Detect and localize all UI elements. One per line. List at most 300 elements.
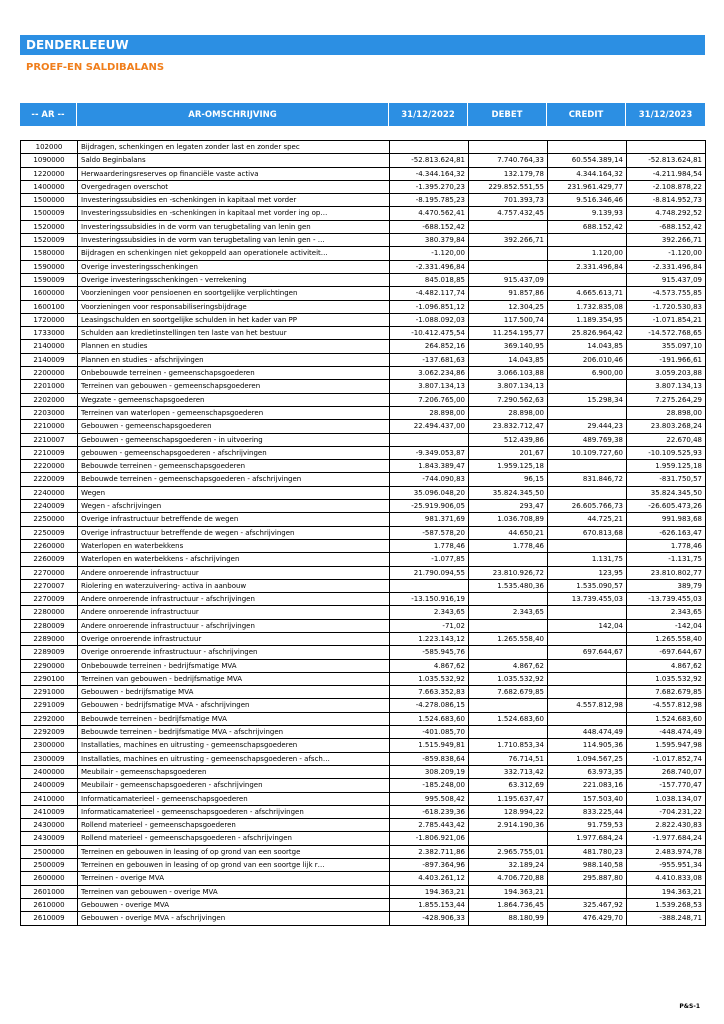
account-code: 2300009 bbox=[21, 753, 78, 766]
account-description: gebouwen - gemeenschapsgoederen - afschrijvingen bbox=[78, 447, 390, 460]
balance-2022: -25.919.906,05 bbox=[390, 500, 469, 513]
debet-value: 1.864.736,45 bbox=[469, 899, 548, 912]
credit-value: 6.900,00 bbox=[548, 367, 627, 380]
balance-2023: -4.211.984,54 bbox=[627, 168, 706, 181]
credit-value bbox=[548, 886, 627, 899]
debet-value: 1.265.558,40 bbox=[469, 633, 548, 646]
debet-value: 1.036.708,89 bbox=[469, 513, 548, 526]
debet-value: 35.824.345,50 bbox=[469, 487, 548, 500]
balance-2023: -10.109.525,93 bbox=[627, 447, 706, 460]
balance-2023: -4.573.755,85 bbox=[627, 287, 706, 300]
balance-2023: 1.524.683,60 bbox=[627, 713, 706, 726]
credit-value bbox=[548, 686, 627, 699]
account-code: 2400000 bbox=[21, 766, 78, 779]
account-code: 1733000 bbox=[21, 327, 78, 340]
debet-value: 28.898,00 bbox=[469, 407, 548, 420]
balance-2022: -1.395.270,23 bbox=[390, 181, 469, 194]
balance-2022: 1.778,46 bbox=[390, 540, 469, 553]
account-code: 1520000 bbox=[21, 221, 78, 234]
debet-value bbox=[469, 832, 548, 845]
balance-2022: -4.278.086,15 bbox=[390, 699, 469, 712]
credit-value: 833.225,44 bbox=[548, 806, 627, 819]
debet-value: 63.312,69 bbox=[469, 779, 548, 792]
balance-2023: -8.814.952,73 bbox=[627, 194, 706, 207]
debet-value: 2.914.190,36 bbox=[469, 819, 548, 832]
balance-2023: 2.483.974,78 bbox=[627, 846, 706, 859]
table-row bbox=[21, 739, 706, 752]
credit-value: 1.189.354,95 bbox=[548, 314, 627, 327]
balance-2022: -1.806.921,06 bbox=[390, 832, 469, 845]
debet-value bbox=[469, 221, 548, 234]
balance-2022: -13.150.916,19 bbox=[390, 593, 469, 606]
balance-2022: 7.206.765,00 bbox=[390, 394, 469, 407]
balance-2023: -688.152,42 bbox=[627, 221, 706, 234]
balance-2022: 1.515.949,81 bbox=[390, 739, 469, 752]
balance-2022: 380.379,84 bbox=[390, 234, 469, 247]
balance-2023: 2.822.430,83 bbox=[627, 819, 706, 832]
balance-2023: 1.539.268,53 bbox=[627, 899, 706, 912]
account-code: 1580000 bbox=[21, 247, 78, 260]
balance-2023: -697.644,67 bbox=[627, 646, 706, 659]
table-row bbox=[21, 779, 706, 792]
table-row bbox=[21, 686, 706, 699]
account-description: Bebouwde terreinen - gemeenschapsgoederen bbox=[78, 460, 390, 473]
credit-value: 231.961.429,77 bbox=[548, 181, 627, 194]
table-row bbox=[21, 899, 706, 912]
account-code: 2270009 bbox=[21, 593, 78, 606]
table-row bbox=[21, 327, 706, 340]
balance-2022: -4.344.164,32 bbox=[390, 168, 469, 181]
balance-2023: 389,79 bbox=[627, 580, 706, 593]
debet-value: 132.179,78 bbox=[469, 168, 548, 181]
debet-value: 369.140,95 bbox=[469, 340, 548, 353]
account-description: Installaties, machines en uitrusting - gemeenschapsgoederen - afsch… bbox=[78, 753, 390, 766]
balance-2022: 21.790.094,55 bbox=[390, 567, 469, 580]
account-description: Herwaarderingsreserves op financiële vaste activa bbox=[78, 168, 390, 181]
account-description: Waterlopen en waterbekkens bbox=[78, 540, 390, 553]
credit-value bbox=[548, 633, 627, 646]
balance-2022 bbox=[390, 580, 469, 593]
account-description: Gebouwen - bedrijfsmatige MVA bbox=[78, 686, 390, 699]
account-description: Terreinen van gebouwen - bedrijfsmatige MVA bbox=[78, 673, 390, 686]
credit-value: 670.813,68 bbox=[548, 527, 627, 540]
credit-value bbox=[548, 660, 627, 673]
report-title: DENDERLEEUW bbox=[20, 35, 705, 55]
table-row bbox=[21, 567, 706, 580]
balance-2023: -955.951,34 bbox=[627, 859, 706, 872]
col-header-description: AR-OMSCHRIJVING bbox=[77, 103, 389, 126]
debet-value bbox=[469, 141, 548, 154]
account-code: 2200000 bbox=[21, 367, 78, 380]
debet-value: 128.994,22 bbox=[469, 806, 548, 819]
table-row bbox=[21, 487, 706, 500]
balance-2022: -185.248,00 bbox=[390, 779, 469, 792]
credit-value: 1.977.684,24 bbox=[548, 832, 627, 845]
debet-value: 7.682.679,85 bbox=[469, 686, 548, 699]
debet-value: 14.043,85 bbox=[469, 354, 548, 367]
debet-value bbox=[469, 726, 548, 739]
table-row bbox=[21, 181, 706, 194]
account-code: 2289009 bbox=[21, 646, 78, 659]
balance-2023: 1.778,46 bbox=[627, 540, 706, 553]
balance-2023: -626.163,47 bbox=[627, 527, 706, 540]
account-code: 2260000 bbox=[21, 540, 78, 553]
account-description: Informaticamaterieel - gemeenschapsgoederen - afschrijvingen bbox=[78, 806, 390, 819]
table-row bbox=[21, 527, 706, 540]
debet-value: 7.740.764,33 bbox=[469, 154, 548, 167]
balance-2022: -1.088.092,03 bbox=[390, 314, 469, 327]
table-row bbox=[21, 606, 706, 619]
table-row bbox=[21, 314, 706, 327]
account-description: Riolering en waterzuivering- activa in aanbouw bbox=[78, 580, 390, 593]
credit-value bbox=[548, 606, 627, 619]
credit-value: 295.887,80 bbox=[548, 872, 627, 885]
balance-2022: 28.898,00 bbox=[390, 407, 469, 420]
balance-2022: -428.906,33 bbox=[390, 912, 469, 925]
table-row bbox=[21, 261, 706, 274]
debet-value: 3.066.103,88 bbox=[469, 367, 548, 380]
debet-value: 11.254.195,77 bbox=[469, 327, 548, 340]
account-code: 1500000 bbox=[21, 194, 78, 207]
table-row bbox=[21, 726, 706, 739]
account-code: 2430009 bbox=[21, 832, 78, 845]
balance-2023: -157.770,47 bbox=[627, 779, 706, 792]
account-code: 2250000 bbox=[21, 513, 78, 526]
account-description: Gebouwen - gemeenschapsgoederen - in uitvoering bbox=[78, 434, 390, 447]
balance-2023: 1.038.134,07 bbox=[627, 793, 706, 806]
account-description: Terreinen en gebouwen in leasing of op grond van een soortge bbox=[78, 846, 390, 859]
report-subtitle: PROEF-EN SALDIBALANS bbox=[26, 62, 165, 73]
account-code: 2240000 bbox=[21, 487, 78, 500]
balance-2023: 2.343,65 bbox=[627, 606, 706, 619]
debet-value: 293,47 bbox=[469, 500, 548, 513]
account-code: 2410000 bbox=[21, 793, 78, 806]
account-code: 2202000 bbox=[21, 394, 78, 407]
balance-2022: 194.363,21 bbox=[390, 886, 469, 899]
account-description: Wegzate - gemeenschapsgoederen bbox=[78, 394, 390, 407]
balance-2022: 1.855.153,44 bbox=[390, 899, 469, 912]
col-header-2023: 31/12/2023 bbox=[626, 103, 705, 126]
account-description: Overige onroerende infrastructuur - afschrijvingen bbox=[78, 646, 390, 659]
credit-value bbox=[548, 234, 627, 247]
col-header-credit: CREDIT bbox=[547, 103, 626, 126]
account-code: 2610000 bbox=[21, 899, 78, 912]
balance-2023: 35.824.345,50 bbox=[627, 487, 706, 500]
account-description: Wegen - afschrijvingen bbox=[78, 500, 390, 513]
account-code: 2260009 bbox=[21, 553, 78, 566]
debet-value: 1.778,46 bbox=[469, 540, 548, 553]
account-description: Andere onroerende infrastructuur - afschrijvingen bbox=[78, 620, 390, 633]
account-code: 2280000 bbox=[21, 606, 78, 619]
table-row bbox=[21, 194, 706, 207]
table-row bbox=[21, 699, 706, 712]
account-code: 2220000 bbox=[21, 460, 78, 473]
balance-2022: 1.843.389,47 bbox=[390, 460, 469, 473]
account-description: Rollend materieel - gemeenschapsgoederen bbox=[78, 819, 390, 832]
table-row bbox=[21, 912, 706, 925]
account-code: 2210009 bbox=[21, 447, 78, 460]
table-row bbox=[21, 713, 706, 726]
credit-value bbox=[548, 673, 627, 686]
table-row bbox=[21, 287, 706, 300]
account-description: Wegen bbox=[78, 487, 390, 500]
debet-value: 392.266,71 bbox=[469, 234, 548, 247]
balance-2023: -4.557.812,98 bbox=[627, 699, 706, 712]
balance-2023: -14.572.768,65 bbox=[627, 327, 706, 340]
table-row bbox=[21, 234, 706, 247]
account-code: 2290100 bbox=[21, 673, 78, 686]
balance-2023: 1.035.532,92 bbox=[627, 673, 706, 686]
account-code: 2290000 bbox=[21, 660, 78, 673]
balance-2023: 4.748.292,52 bbox=[627, 207, 706, 220]
account-description: Bijdragen, schenkingen en legaten zonder last en zonder spec bbox=[78, 141, 390, 154]
balance-2022: -8.195.785,23 bbox=[390, 194, 469, 207]
balance-2022: -10.412.475,54 bbox=[390, 327, 469, 340]
credit-value: 481.780,23 bbox=[548, 846, 627, 859]
table-row bbox=[21, 447, 706, 460]
account-description: Terreinen van gebouwen - gemeenschapsgoederen bbox=[78, 380, 390, 393]
balance-2022: 4.470.562,41 bbox=[390, 207, 469, 220]
debet-value: 4.867,62 bbox=[469, 660, 548, 673]
account-description: Gebouwen - overige MVA bbox=[78, 899, 390, 912]
balance-2023: -2.331.496,84 bbox=[627, 261, 706, 274]
balance-2023: 28.898,00 bbox=[627, 407, 706, 420]
debet-value: 32.189,24 bbox=[469, 859, 548, 872]
credit-value: 63.973,35 bbox=[548, 766, 627, 779]
balance-2022: -137.681,63 bbox=[390, 354, 469, 367]
credit-value: 91.759,53 bbox=[548, 819, 627, 832]
balance-2022: 2.343,65 bbox=[390, 606, 469, 619]
table-row bbox=[21, 473, 706, 486]
account-description: Schulden aan kredietinstellingen ten laste van het bestuur bbox=[78, 327, 390, 340]
credit-value: 325.467,92 bbox=[548, 899, 627, 912]
credit-value: 123,95 bbox=[548, 567, 627, 580]
credit-value: 2.331.496,84 bbox=[548, 261, 627, 274]
account-code: 1590009 bbox=[21, 274, 78, 287]
account-code: 1090000 bbox=[21, 154, 78, 167]
balance-2023 bbox=[627, 141, 706, 154]
balance-2023: -831.750,57 bbox=[627, 473, 706, 486]
table-row bbox=[21, 274, 706, 287]
account-description: Plannen en studies - afschrijvingen bbox=[78, 354, 390, 367]
balance-2022: -52.813.624,81 bbox=[390, 154, 469, 167]
account-description: Leasingschulden en soortgelijke schulden in het kader van PP bbox=[78, 314, 390, 327]
account-description: Overgedragen overschot bbox=[78, 181, 390, 194]
col-header-debet: DEBET bbox=[468, 103, 547, 126]
table-row bbox=[21, 540, 706, 553]
balance-2022: -587.578,20 bbox=[390, 527, 469, 540]
page-label: P&S-1 bbox=[679, 1003, 700, 1010]
balance-2023: 7.275.264,29 bbox=[627, 394, 706, 407]
account-code: 2600000 bbox=[21, 872, 78, 885]
account-description: Meubilair - gemeenschapsgoederen - afschrijvingen bbox=[78, 779, 390, 792]
balance-2023: -2.108.878,22 bbox=[627, 181, 706, 194]
account-description: Onbebouwde terreinen - gemeenschapsgoederen bbox=[78, 367, 390, 380]
table-row bbox=[21, 380, 706, 393]
account-code: 2601000 bbox=[21, 886, 78, 899]
table-row bbox=[21, 154, 706, 167]
credit-value: 476.429,70 bbox=[548, 912, 627, 925]
debet-value: 229.852.551,55 bbox=[469, 181, 548, 194]
credit-value: 9.516.346,46 bbox=[548, 194, 627, 207]
balance-2022: -71,02 bbox=[390, 620, 469, 633]
balance-2023: -26.605.473,26 bbox=[627, 500, 706, 513]
debet-value: 3.807.134,13 bbox=[469, 380, 548, 393]
debet-value bbox=[469, 553, 548, 566]
credit-value: 114.905,36 bbox=[548, 739, 627, 752]
balance-2023: -52.813.624,81 bbox=[627, 154, 706, 167]
account-description: Installaties, machines en uitrusting - gemeenschapsgoederen bbox=[78, 739, 390, 752]
credit-value bbox=[548, 141, 627, 154]
balance-2023: 355.097,10 bbox=[627, 340, 706, 353]
credit-value: 1.120,00 bbox=[548, 247, 627, 260]
account-code: 2430000 bbox=[21, 819, 78, 832]
table-header bbox=[20, 103, 705, 126]
account-description: Overige infrastructuur betreffende de wegen bbox=[78, 513, 390, 526]
balance-2022: -859.838,64 bbox=[390, 753, 469, 766]
account-description: Onbebouwde terreinen - bedrijfsmatige MVA bbox=[78, 660, 390, 673]
credit-value bbox=[548, 540, 627, 553]
credit-value: 13.739.455,03 bbox=[548, 593, 627, 606]
debet-value: 1.959.125,18 bbox=[469, 460, 548, 473]
account-description: Andere onroerende infrastructuur bbox=[78, 567, 390, 580]
credit-value: 29.444,23 bbox=[548, 420, 627, 433]
col-header-2022: 31/12/2022 bbox=[389, 103, 468, 126]
debet-value: 332.713,42 bbox=[469, 766, 548, 779]
account-description: Gebouwen - bedrijfsmatige MVA - afschrijvingen bbox=[78, 699, 390, 712]
account-description: Terreinen - overige MVA bbox=[78, 872, 390, 885]
credit-value: 9.139,93 bbox=[548, 207, 627, 220]
balance-2022: 308.209,19 bbox=[390, 766, 469, 779]
account-description: Overige infrastructuur betreffende de wegen - afschrijvingen bbox=[78, 527, 390, 540]
balance-2022: -585.945,76 bbox=[390, 646, 469, 659]
debet-value: 4.757.432,45 bbox=[469, 207, 548, 220]
credit-value: 44.725,21 bbox=[548, 513, 627, 526]
account-description: Voorzieningen voor pensioenen en soortgelijke verplichtingen bbox=[78, 287, 390, 300]
account-description: Bebouwde terreinen - bedrijfsmatige MVA bbox=[78, 713, 390, 726]
balance-2023: -142,04 bbox=[627, 620, 706, 633]
credit-value: 988.140,58 bbox=[548, 859, 627, 872]
table-row bbox=[21, 633, 706, 646]
table-row bbox=[21, 207, 706, 220]
account-code: 2270000 bbox=[21, 567, 78, 580]
table-row bbox=[21, 553, 706, 566]
balance-2022: 3.062.234,86 bbox=[390, 367, 469, 380]
balance-2023: 1.959.125,18 bbox=[627, 460, 706, 473]
credit-value: 14.043,85 bbox=[548, 340, 627, 353]
table-row bbox=[21, 832, 706, 845]
account-code: 2210007 bbox=[21, 434, 78, 447]
balance-2022: 4.867,62 bbox=[390, 660, 469, 673]
account-code: 2140009 bbox=[21, 354, 78, 367]
account-code: 2291000 bbox=[21, 686, 78, 699]
balance-2023: 268.740,07 bbox=[627, 766, 706, 779]
account-code: 1500009 bbox=[21, 207, 78, 220]
balance-2023: 1.595.947,98 bbox=[627, 739, 706, 752]
credit-value: 4.344.164,32 bbox=[548, 168, 627, 181]
account-code: 2280009 bbox=[21, 620, 78, 633]
account-description: Investeringssubsidies in de vorm van terugbetaling van lenin gen bbox=[78, 221, 390, 234]
table-row bbox=[21, 793, 706, 806]
account-description: Plannen en studies bbox=[78, 340, 390, 353]
account-description: Bebouwde terreinen - bedrijfsmatige MVA - afschrijvingen bbox=[78, 726, 390, 739]
table-row bbox=[21, 141, 706, 154]
table-row bbox=[21, 460, 706, 473]
credit-value: 688.152,42 bbox=[548, 221, 627, 234]
account-description: Overige investeringsschenkingen - verrekening bbox=[78, 274, 390, 287]
balance-2022 bbox=[390, 434, 469, 447]
account-code: 2289000 bbox=[21, 633, 78, 646]
debet-value: 1.710.853,34 bbox=[469, 739, 548, 752]
debet-value: 96,15 bbox=[469, 473, 548, 486]
credit-value bbox=[548, 487, 627, 500]
balance-2023: 23.803.268,24 bbox=[627, 420, 706, 433]
balance-2022: -4.482.117,74 bbox=[390, 287, 469, 300]
debet-value: 1.195.637,47 bbox=[469, 793, 548, 806]
account-code: 2250009 bbox=[21, 527, 78, 540]
table-row bbox=[21, 753, 706, 766]
balance-2022: -9.349.053,87 bbox=[390, 447, 469, 460]
balance-2022: -1.077,85 bbox=[390, 553, 469, 566]
balance-2022: 4.403.261,12 bbox=[390, 872, 469, 885]
balance-2023: -1.071.854,21 bbox=[627, 314, 706, 327]
account-code: 1220000 bbox=[21, 168, 78, 181]
debet-value bbox=[469, 646, 548, 659]
balance-2022: 981.371,69 bbox=[390, 513, 469, 526]
account-description: Rollend materieel - gemeenschapsgoederen - afschrijvingen bbox=[78, 832, 390, 845]
account-code: 2270007 bbox=[21, 580, 78, 593]
table-row bbox=[21, 354, 706, 367]
balance-2023: 22.670,48 bbox=[627, 434, 706, 447]
account-description: Informaticamaterieel - gemeenschapsgoederen bbox=[78, 793, 390, 806]
balance-2023: -1.017.852,74 bbox=[627, 753, 706, 766]
account-description: Gebouwen - gemeenschapsgoederen bbox=[78, 420, 390, 433]
balance-2022: -618.239,36 bbox=[390, 806, 469, 819]
balance-2023: 915.437,09 bbox=[627, 274, 706, 287]
account-code: 1400000 bbox=[21, 181, 78, 194]
credit-value: 10.109.727,60 bbox=[548, 447, 627, 460]
account-description: Investeringssubsidies in de vorm van terugbetaling van lenin gen - … bbox=[78, 234, 390, 247]
balance-2023: -704.231,22 bbox=[627, 806, 706, 819]
table-row bbox=[21, 434, 706, 447]
account-code: 2410009 bbox=[21, 806, 78, 819]
balance-2023: -191.966,61 bbox=[627, 354, 706, 367]
table-row bbox=[21, 872, 706, 885]
credit-value: 4.557.812,98 bbox=[548, 699, 627, 712]
balance-2022 bbox=[390, 141, 469, 154]
credit-value bbox=[548, 380, 627, 393]
balance-2023: 392.266,71 bbox=[627, 234, 706, 247]
debet-value bbox=[469, 699, 548, 712]
credit-value: 1.094.567,25 bbox=[548, 753, 627, 766]
account-description: Andere onroerende infrastructuur bbox=[78, 606, 390, 619]
credit-value: 26.605.766,73 bbox=[548, 500, 627, 513]
credit-value: 1.732.835,08 bbox=[548, 301, 627, 314]
account-description: Investeringssubsidies en -schenkingen in kapitaal met vorder bbox=[78, 194, 390, 207]
balance-2022: 1.223.143,12 bbox=[390, 633, 469, 646]
balance-2023: 3.059.203,88 bbox=[627, 367, 706, 380]
debet-value: 1.524.683,60 bbox=[469, 713, 548, 726]
account-code: 2210000 bbox=[21, 420, 78, 433]
table-row bbox=[21, 221, 706, 234]
balance-2022: 2.785.443,42 bbox=[390, 819, 469, 832]
table-row bbox=[21, 513, 706, 526]
debet-value: 88.180,99 bbox=[469, 912, 548, 925]
account-description: Bijdragen en schenkingen niet gekoppeld aan operationele activiteit… bbox=[78, 247, 390, 260]
balance-2023: 7.682.679,85 bbox=[627, 686, 706, 699]
balance-2022: 995.508,42 bbox=[390, 793, 469, 806]
table-row bbox=[21, 660, 706, 673]
